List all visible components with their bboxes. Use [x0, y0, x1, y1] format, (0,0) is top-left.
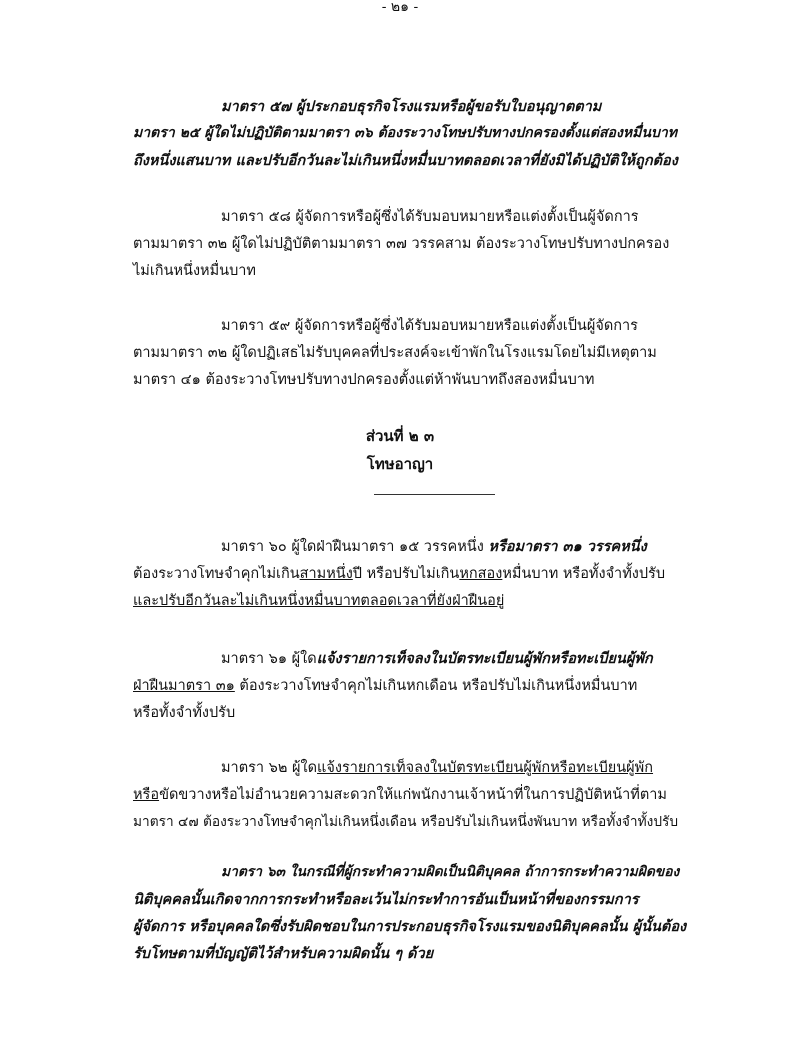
heading-divider: [374, 494, 495, 495]
section-59-line-3: มาตรา ๔๑ ต้องระวางโทษปรับทางปกครองตั้งแต่ห้าพันบาทถึงสองหมื่นบาท: [133, 372, 595, 388]
section-60-line-2: ต้องระวางโทษจำคุกไม่เกินสามหนึ่งปี หรือปรับไม่เกินหกสองหมื่นบาท หรือทั้งจำทั้งปรับ: [133, 566, 666, 582]
section-61-line-3: หรือทั้งจำทั้งปรับ: [133, 705, 236, 721]
section-58-line-1: มาตรา ๕๘ ผู้จัดการหรือผู้ซึ่งได้รับมอบหมายหรือแต่งตั้งเป็นผู้จัดการ: [221, 209, 639, 225]
section-63-line-2: นิติบุคคลนั้นเกิดจากการกระทำหรือละเว้นไม่กระทำการอันเป็นหน้าที่ของกรรมการ: [133, 891, 639, 908]
section-61: [133, 645, 689, 727]
part-title: ส่วนที่ ๒ ๓: [365, 427, 435, 445]
section-57-line-3: ถึงหนึ่งแสนบาท และปรับอีกวันละไม่เกินหนึ่งหมื่นบาทตลอดเวลาที่ยังมิได้ปฏิบัติให้ถูกต้อง: [133, 152, 678, 169]
section-58: [133, 204, 689, 285]
part-subtitle: โทษอาญา: [366, 455, 434, 473]
section-60: [133, 533, 689, 615]
section-59-line-2: ตามมาตรา ๓๒ ผู้ใดปฏิเสธไม่รับบุคคลที่ประสงค์จะเข้าพักในโรงแรมโดยไม่มีเหตุตาม: [133, 345, 657, 361]
section-60-line-1: มาตรา ๖๐ ผู้ใดฝ่าฝืนมาตรา ๑๕ วรรคหนึ่ง หรือมาตรา ๓๑ วรรคหนึ่ง: [221, 538, 647, 555]
section-58-line-2: ตามมาตรา ๓๒ ผู้ใดไม่ปฏิบัติตามมาตรา ๓๗ วรรคสาม ต้องระวางโทษปรับทางปกครอง: [133, 236, 670, 252]
section-59: [133, 313, 689, 394]
section-61-line-2: ฝ่าฝืนมาตรา ๓๑ ต้องระวางโทษจำคุกไม่เกินหกเดือน หรือปรับไม่เกินหนึ่งหมื่นบาท: [133, 678, 638, 694]
section-57-line-2: มาตรา ๒๕ ผู้ใดไม่ปฏิบัติตามมาตรา ๓๖ ต้องระวางโทษปรับทางปกครองตั้งแต่สองหมื่นบาท: [133, 125, 678, 141]
section-58-line-3: ไม่เกินหนึ่งหมื่นบาท: [133, 263, 256, 279]
section-61-line-1: มาตรา ๖๑ ผู้ใดแจ้งรายการเท็จลงในบัตรทะเบียนผู้พักหรือทะเบียนผู้พัก: [221, 650, 653, 667]
page-number: - ๒๑ -: [381, 0, 419, 15]
section-57: [133, 93, 689, 174]
section-60-line-3: และปรับอีกวันละไม่เกินหนึ่งหมื่นบาทตลอดเวลาที่ยังฝ่าฝืนอยู่: [133, 593, 505, 609]
section-62-line-1: มาตรา ๖๒ ผู้ใดแจ้งรายการเท็จลงในบัตรทะเบียนผู้พักหรือทะเบียนผู้พัก: [221, 760, 654, 776]
section-62: [133, 755, 689, 836]
section-63-line-3: ผู้จัดการ หรือบุคคลใดซึ่งรับผิดชอบในการประกอบธุรกิจโรงแรมของนิติบุคคลนั้น ผู้นั้นต้อง: [133, 918, 687, 935]
section-63-line-4: รับโทษตามที่บัญญัติไว้สำหรับความผิดนั้น ๆ ด้วย: [133, 945, 434, 962]
section-62-line-3: มาตรา ๔๗ ต้องระวางโทษจำคุกไม่เกินหนึ่งเดือน หรือปรับไม่เกินหนึ่งพันบาท หรือทั้งจำทั้งปรับ: [133, 814, 679, 830]
section-62-line-2: หรือขัดขวางหรือไม่อำนวยความสะดวกให้แก่พนักงานเจ้าหน้าที่ในการปฏิบัติหน้าที่ตาม: [133, 787, 667, 803]
section-63-line-1: มาตรา ๖๓ ในกรณีที่ผู้กระทำความผิดเป็นนิติบุคคล ถ้าการกระทำความผิดของ: [221, 864, 680, 880]
section-57-line-1: มาตรา ๕๗ ผู้ประกอบธุรกิจโรงแรมหรือผู้ขอรับใบอนุญาตตาม: [221, 98, 602, 115]
section-59-line-1: มาตรา ๕๙ ผู้จัดการหรือผู้ซึ่งได้รับมอบหมายหรือแต่งตั้งเป็นผู้จัดการ: [221, 318, 638, 334]
section-63: [133, 859, 689, 967]
